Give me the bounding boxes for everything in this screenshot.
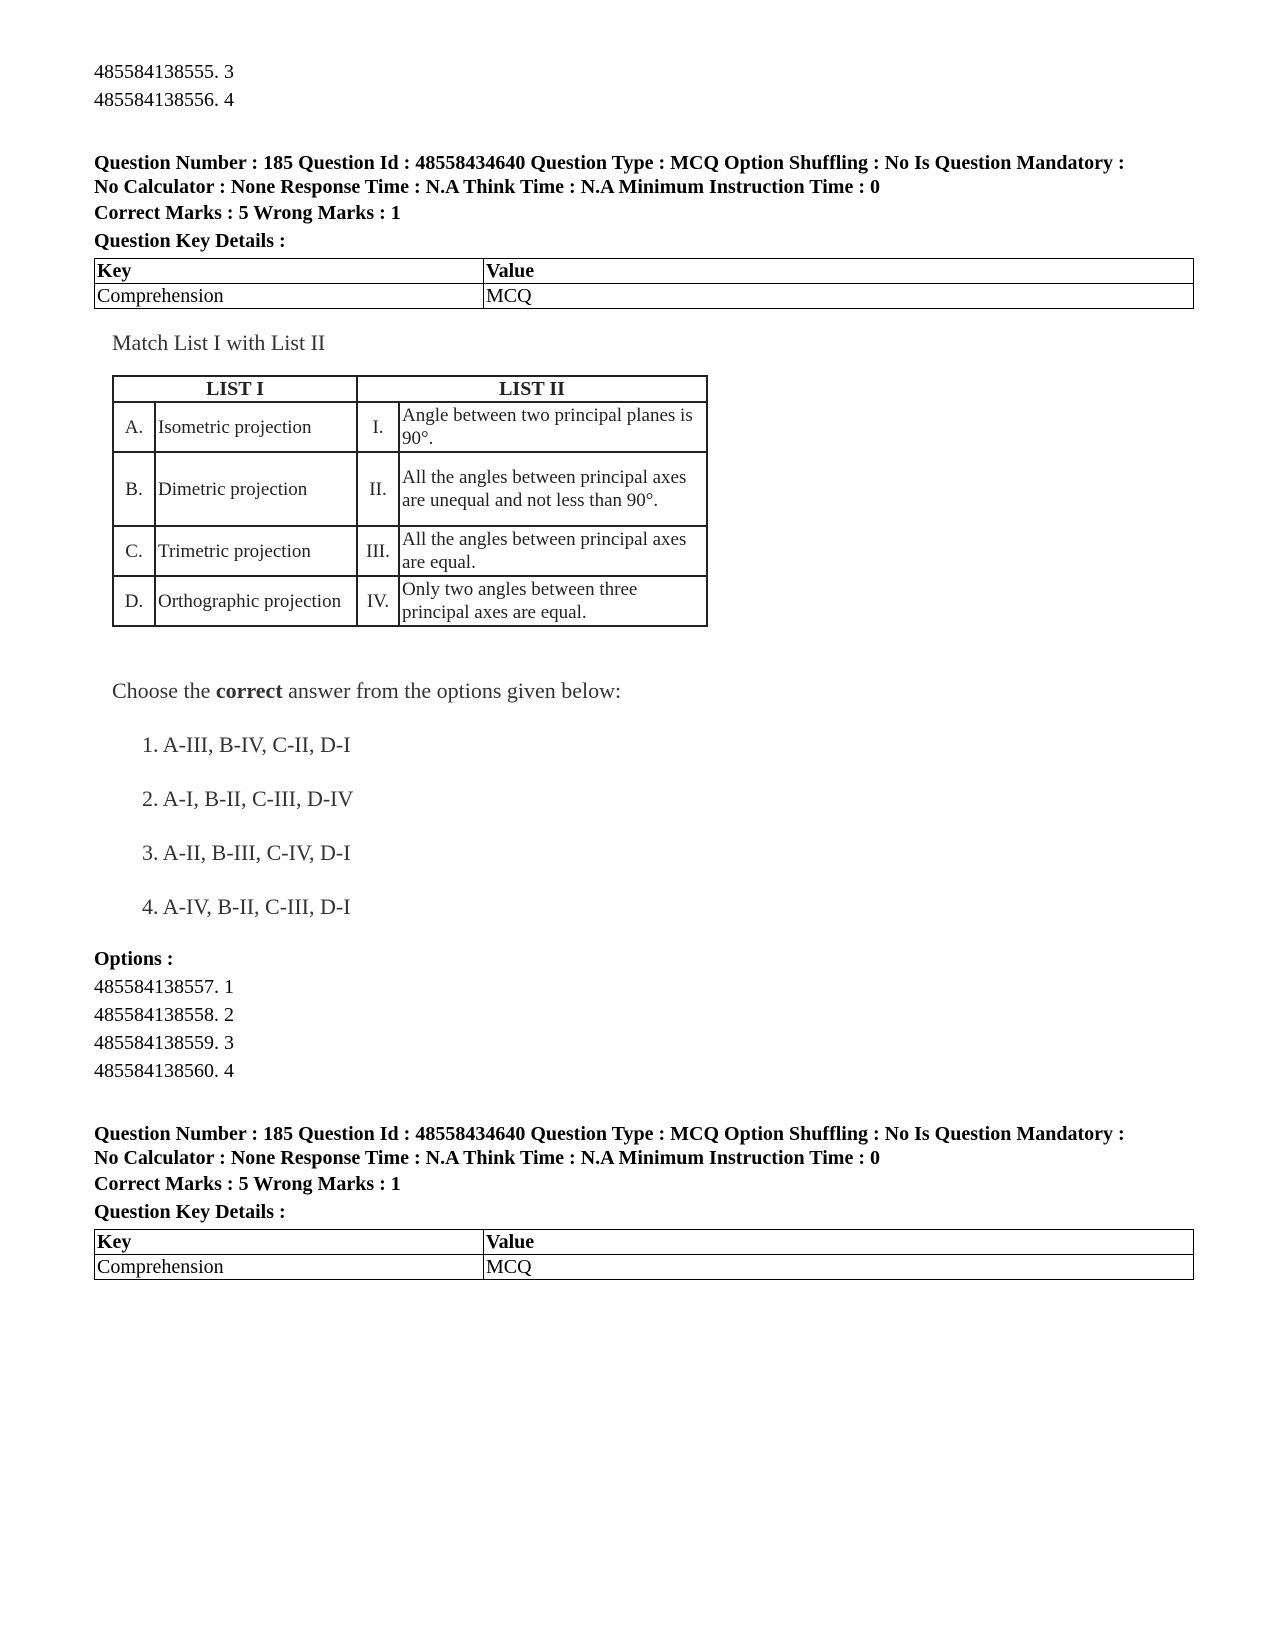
answer-choice: 3. A-II, B-III, C-IV, D-I [142, 840, 351, 865]
row-label: B. [113, 452, 155, 526]
row-label: A. [113, 402, 155, 452]
key-cell: Comprehension [95, 284, 484, 309]
answer-choice: 1. A-III, B-IV, C-II, D-I [142, 732, 351, 757]
match-table [112, 375, 708, 627]
question-block [94, 1122, 1194, 1280]
list1-cell: Dimetric projection [155, 452, 357, 526]
table-row [113, 576, 707, 626]
choose-text: Choose the [112, 678, 216, 703]
list1-header: LIST I [113, 376, 357, 402]
key-cell: Comprehension [95, 1255, 484, 1280]
options-label: Options : [94, 948, 174, 970]
list2-cell: Only two angles between three principal axes are equal. [399, 576, 707, 626]
value-header: Value [484, 259, 1194, 284]
key-header: Key [95, 1230, 484, 1255]
options-section [94, 945, 1194, 1085]
table-row [95, 1230, 1194, 1255]
option-line: 485584138556. 4 [94, 89, 234, 111]
table-row [113, 376, 707, 402]
list1-cell: Orthographic projection [155, 576, 357, 626]
marks-line: Correct Marks : 5 Wrong Marks : 1 [94, 1173, 401, 1195]
list1-cell: Trimetric projection [155, 526, 357, 576]
row-label: IV. [357, 576, 399, 626]
list2-cell: All the angles between principal axes are equal. [399, 526, 707, 576]
table-row [113, 452, 707, 526]
value-cell: MCQ [484, 284, 1194, 309]
value-header: Value [484, 1230, 1194, 1255]
question-header-line1: Question Number : 185 Question Id : 48558434640 Question Type : MCQ Option Shuffling : No Is Question Mandatory : [94, 1123, 1125, 1145]
option-line: 485584138560. 4 [94, 1060, 234, 1082]
choose-bold: correct [215, 678, 283, 703]
option-line: 485584138558. 2 [94, 1004, 234, 1026]
marks-line: Correct Marks : 5 Wrong Marks : 1 [94, 202, 401, 224]
table-row [95, 1255, 1194, 1280]
key-details-label: Question Key Details : [94, 1201, 286, 1223]
key-details-label: Question Key Details : [94, 230, 286, 252]
question-image [112, 329, 1194, 921]
option-line: 485584138559. 3 [94, 1032, 234, 1054]
value-cell: MCQ [484, 1255, 1194, 1280]
question-header-line2: No Calculator : None Response Time : N.A Think Time : N.A Minimum Instruction Time : 0 [94, 176, 880, 198]
answer-choice: 4. A-IV, B-II, C-III, D-I [142, 894, 351, 919]
list2-cell: Angle between two principal planes is 90°. [399, 402, 707, 452]
answer-choice: 2. A-I, B-II, C-III, D-IV [142, 786, 354, 811]
list1-cell: Isometric projection [155, 402, 357, 452]
key-details-table [94, 1229, 1194, 1280]
table-row [113, 402, 707, 452]
question-header-line1: Question Number : 185 Question Id : 48558434640 Question Type : MCQ Option Shuffling : No Is Question Mandatory : [94, 152, 1125, 174]
row-label: II. [357, 452, 399, 526]
match-title: Match List I with List II [112, 330, 326, 355]
row-label: I. [357, 402, 399, 452]
row-label: D. [113, 576, 155, 626]
choose-text: answer from the options given below: [282, 678, 622, 703]
option-line: 485584138557. 1 [94, 976, 234, 998]
question-header-line2: No Calculator : None Response Time : N.A Think Time : N.A Minimum Instruction Time : 0 [94, 1147, 880, 1169]
table-row [95, 284, 1194, 309]
row-label: III. [357, 526, 399, 576]
table-row [113, 526, 707, 576]
choose-instruction [112, 677, 1194, 705]
question-block [94, 151, 1194, 309]
table-row [95, 259, 1194, 284]
option-line: 485584138555. 3 [94, 61, 234, 83]
key-header: Key [95, 259, 484, 284]
list2-cell: All the angles between principal axes are unequal and not less than 90°. [399, 452, 707, 526]
list2-header: LIST II [357, 376, 707, 402]
key-details-table [94, 258, 1194, 309]
document-page [94, 58, 1194, 1280]
row-label: C. [113, 526, 155, 576]
